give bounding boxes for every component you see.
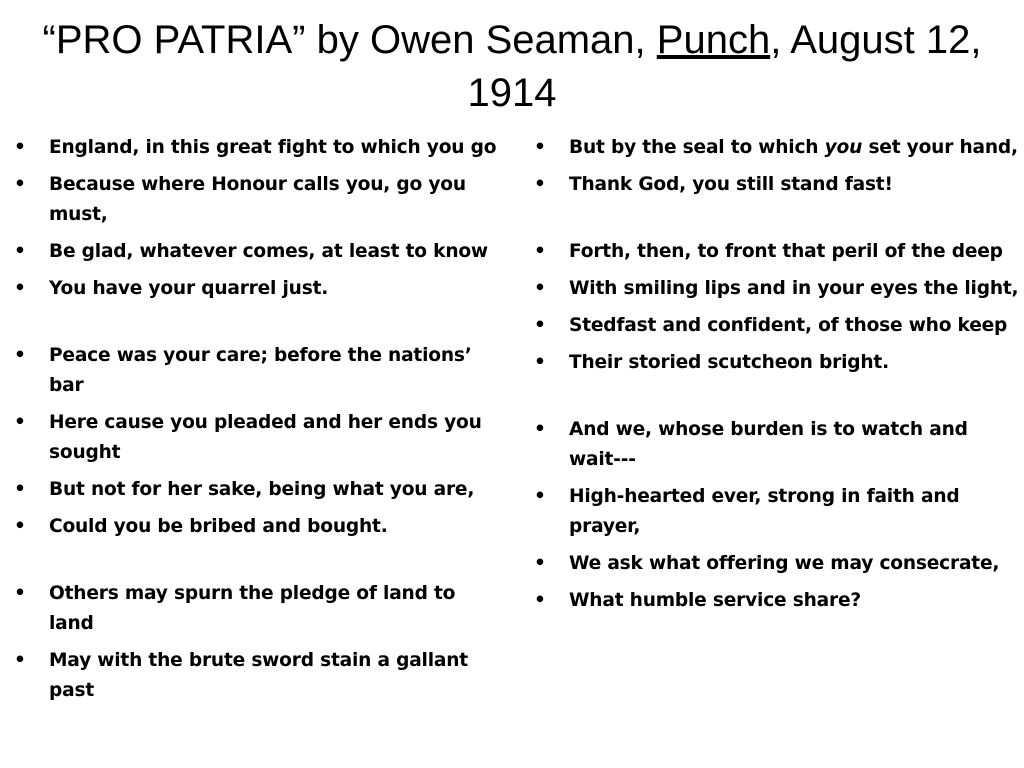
title-publication: Punch bbox=[656, 18, 771, 62]
list-item bbox=[14, 133, 506, 163]
list-item bbox=[534, 237, 1020, 267]
list-item bbox=[14, 237, 506, 267]
list-item-text: We ask what offering we may consecrate, bbox=[569, 553, 1000, 574]
list-item-text: Their storied scutcheon bright. bbox=[569, 352, 889, 373]
bullet-icon: • bbox=[14, 345, 26, 366]
left-bullet-list bbox=[14, 133, 506, 713]
list-item bbox=[14, 408, 506, 468]
text-run: But by the seal to which bbox=[569, 137, 825, 158]
bullet-icon: • bbox=[534, 553, 546, 574]
list-item-text: May with the brute sword stain a gallant past bbox=[49, 650, 468, 701]
list-item bbox=[534, 348, 1020, 378]
text-run: set your hand, bbox=[862, 137, 1018, 158]
bullet-icon: • bbox=[534, 486, 546, 507]
bullet-icon: • bbox=[14, 174, 26, 195]
list-item bbox=[14, 646, 506, 706]
bullet-icon: • bbox=[14, 516, 26, 537]
list-item bbox=[14, 475, 506, 505]
list-item-text: Could you be bribed and bought. bbox=[49, 516, 388, 537]
bullet-icon: • bbox=[14, 137, 26, 158]
list-item-text: Others may spurn the pledge of land to land bbox=[49, 583, 456, 634]
list-item-text: Because where Honour calls you, go you must, bbox=[49, 174, 466, 225]
list-item-text: And we, whose burden is to watch and wait--- bbox=[569, 419, 968, 470]
list-item bbox=[534, 415, 1020, 475]
list-item bbox=[14, 170, 506, 230]
bullet-icon: • bbox=[14, 583, 26, 604]
bullet-icon: • bbox=[534, 137, 546, 158]
list-item-text: Thank God, you still stand fast! bbox=[569, 174, 893, 195]
bullet-icon: • bbox=[534, 419, 546, 440]
emphasis-text: you bbox=[824, 137, 863, 158]
list-item-text: High-hearted ever, strong in faith and prayer, bbox=[569, 486, 960, 537]
list-item-text: Peace was your care; before the nations’ bar bbox=[49, 345, 472, 396]
bullet-icon: • bbox=[534, 278, 546, 299]
title-text: “PRO PATRIA” by Owen Seaman, bbox=[42, 18, 657, 62]
list-item bbox=[14, 512, 506, 542]
list-item bbox=[534, 549, 1020, 579]
bullet-icon: • bbox=[534, 241, 546, 262]
list-item bbox=[534, 274, 1020, 304]
bullet-icon: • bbox=[14, 241, 26, 262]
list-item bbox=[534, 482, 1020, 542]
bullet-icon: • bbox=[14, 278, 26, 299]
list-item bbox=[534, 170, 1020, 200]
bullet-icon: • bbox=[14, 412, 26, 433]
list-item-text: Here cause you pleaded and her ends you sought bbox=[49, 412, 482, 463]
list-item bbox=[14, 579, 506, 639]
list-item bbox=[534, 311, 1020, 341]
list-item-text: You have your quarrel just. bbox=[49, 278, 329, 299]
bullet-icon: • bbox=[534, 315, 546, 336]
bullet-icon: • bbox=[14, 650, 26, 671]
list-item bbox=[14, 341, 506, 401]
list-item-text: With smiling lips and in your eyes the light, bbox=[569, 278, 1019, 299]
bullet-icon: • bbox=[534, 590, 546, 611]
slide-title bbox=[0, 14, 1024, 120]
list-item-text: Forth, then, to front that peril of the deep bbox=[569, 241, 1003, 262]
list-item-text: England, in this great fight to which you go bbox=[49, 137, 497, 158]
bullet-icon: • bbox=[534, 352, 546, 373]
right-bullet-list bbox=[534, 133, 1020, 623]
list-item-text bbox=[569, 137, 1018, 158]
list-item-text: But not for her sake, being what you are, bbox=[49, 479, 475, 500]
title-date: , August 12, 1914 bbox=[467, 18, 982, 115]
list-item-text: Stedfast and confident, of those who keep bbox=[569, 315, 1008, 336]
list-item-text: Be glad, whatever comes, at least to know bbox=[49, 241, 488, 262]
list-item bbox=[14, 274, 506, 304]
list-item bbox=[534, 586, 1020, 616]
list-item-text: What humble service share? bbox=[569, 590, 861, 611]
list-item bbox=[534, 133, 1020, 163]
bullet-icon: • bbox=[14, 479, 26, 500]
bullet-icon: • bbox=[534, 174, 546, 195]
